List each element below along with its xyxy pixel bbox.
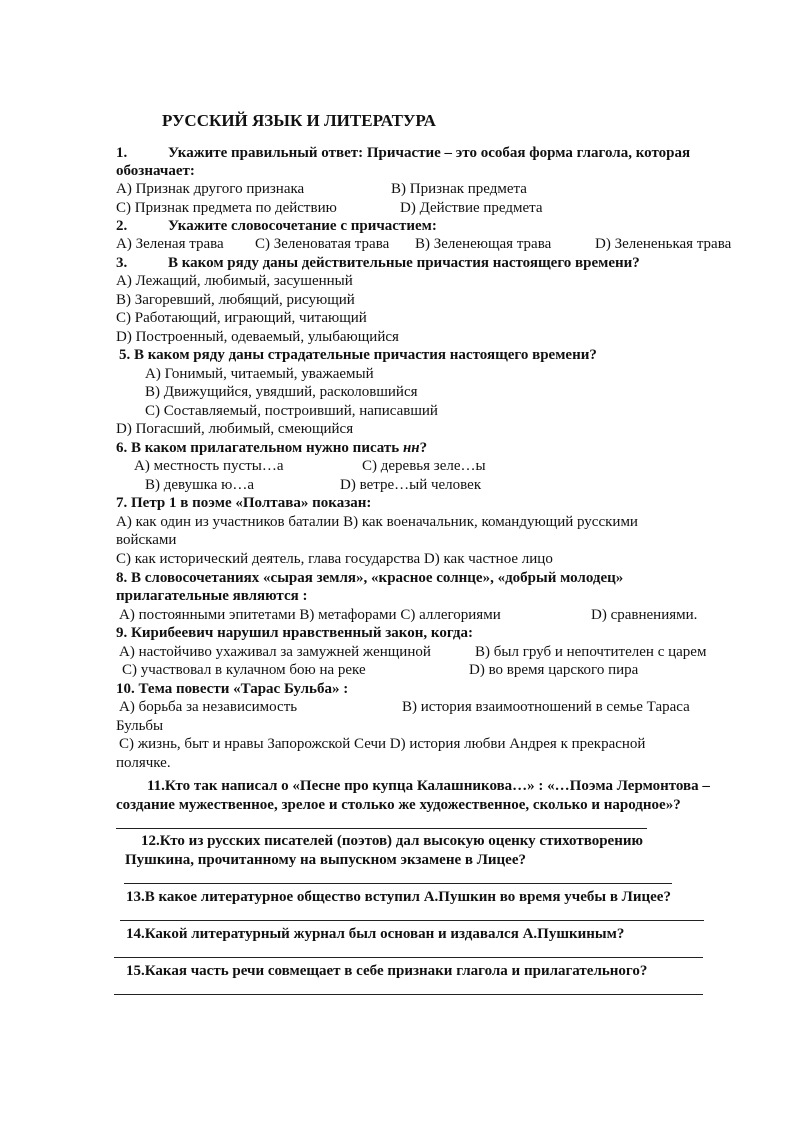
answer-option-b: В) Признак предмета	[391, 181, 527, 197]
question-number: 3.	[116, 255, 128, 271]
answer-line	[114, 957, 703, 958]
answer-option-a: А) Лежащий, любимый, засушенный	[116, 273, 353, 289]
answer-option-c: С) Работающий, играющий, читающий	[116, 310, 367, 326]
answer-option-d: D) Погасший, любимый, смеющийся	[116, 421, 354, 437]
question-14: 14.Какой литературный журнал был основан и издавался А.Пушкиным?	[126, 926, 625, 942]
answer-option-b-continuation: Бульбы	[116, 718, 164, 734]
question-8-continuation: прилагательные являются :	[116, 588, 308, 604]
answer-option-d: D) во время царского пира	[469, 662, 639, 678]
answer-option-a: А) Зеленая трава	[116, 236, 224, 252]
answer-option-c: С) деревья зеле…ы	[362, 458, 486, 474]
question-11-continuation: создание мужественное, зрелое и столько же художественное, сколько и народное»?	[116, 797, 681, 813]
question-10: 10. Тема повести «Тарас Бульба» :	[116, 681, 349, 697]
answer-options-cd: С) как исторический деятель, глава государства D) как частное лицо	[116, 551, 553, 567]
answer-option-a: А) Признак другого признака	[116, 181, 305, 197]
question-12-continuation: Пушкина, прочитанному на выпускном экзамене в Лицее?	[125, 852, 526, 868]
question-number: 2.	[116, 218, 128, 234]
question-number: 1.	[116, 145, 128, 161]
answer-option-d: D) сравнениями.	[591, 607, 698, 623]
answer-line	[124, 883, 672, 884]
question-emphasis: нн	[402, 440, 420, 456]
answer-line	[114, 994, 703, 995]
question-9: 9. Кирибеевич нарушил нравственный закон, когда:	[116, 625, 473, 641]
question-12: 12.Кто из русских писателей (поэтов) дал высокую оценку стихотворению	[141, 833, 643, 849]
question-text: 6. В каком прилагательном нужно писать	[116, 440, 403, 456]
question-1	[116, 144, 690, 162]
answer-options-cd-continuation: полячке.	[116, 755, 171, 771]
answer-option-b: В) Зеленеющая трава	[415, 236, 552, 252]
answer-line	[120, 920, 704, 921]
question-6	[116, 439, 427, 457]
answer-options-cd: С) жизнь, быт и нравы Запорожской Сечи D) история любви Андрея к прекрасной	[119, 736, 646, 752]
answer-option-b: В) был груб и непочтителен с царем	[475, 644, 707, 660]
answer-option-b: В) девушка ю…а	[145, 477, 254, 493]
question-2	[116, 217, 437, 235]
answer-option-d: D) Зелененькая трава	[595, 236, 732, 252]
answer-option-a: А) настойчиво ухаживал за замужней женщиной	[119, 644, 431, 660]
answer-option-d: D) Построенный, одеваемый, улыбающийся	[116, 329, 399, 345]
answer-option-a: А) Гонимый, читаемый, уважаемый	[145, 366, 374, 382]
question-text: Укажите правильный ответ: Причастие – это особая форма глагола, которая	[168, 145, 691, 161]
answer-option-c: С) участвовал в кулачном бою на реке	[122, 662, 366, 678]
answer-option-b: В) история взаимоотношений в семье Тараса	[402, 699, 690, 715]
answer-options-abc: А) постоянными эпитетами В) метафорами С) аллегориями	[119, 607, 501, 623]
question-7: 7. Петр 1 в поэме «Полтава» показан:	[116, 495, 372, 511]
answer-options-ab-continuation: войсками	[116, 532, 177, 548]
page-title: РУССКИЙ ЯЗЫК И ЛИТЕРАТУРА	[162, 111, 436, 130]
question-mark: ?	[419, 440, 428, 456]
question-3	[116, 254, 640, 272]
answer-option-d: D) ветре…ый человек	[340, 477, 482, 493]
question-text: Укажите словосочетание с причастием:	[168, 218, 437, 234]
answer-option-b: В) Загоревший, любящий, рисующий	[116, 292, 355, 308]
question-1-continuation: обозначает:	[116, 163, 195, 179]
answer-option-c: С) Составляемый, построивший, написавший	[145, 403, 438, 419]
answer-option-c: С) Признак предмета по действию	[116, 200, 337, 216]
question-13: 13.В какое литературное общество вступил А.Пушкин во время учебы в Лицее?	[126, 889, 671, 905]
answer-option-a: А) борьба за независимость	[119, 699, 298, 715]
question-8: 8. В словосочетаниях «сырая земля», «красное солнце», «добрый молодец»	[116, 570, 624, 586]
answer-option-a: А) местность пусты…а	[134, 458, 284, 474]
answer-option-d: D) Действие предмета	[400, 200, 543, 216]
question-15: 15.Какая часть речи совмещает в себе признаки глагола и прилагательного?	[126, 963, 648, 979]
answer-option-b: В) Движущийся, увядший, расколовшийся	[145, 384, 418, 400]
question-text: В каком ряду даны действительные причастия настоящего времени?	[168, 255, 640, 271]
question-5: 5. В каком ряду даны страдательные причастия настоящего времени?	[119, 347, 597, 363]
question-11: 11.Кто так написал о «Песне про купца Калашникова…» : «…Поэма Лермонтова –	[147, 778, 710, 794]
answer-options-ab: А) как один из участников баталии В) как военачальник, командующий русскими	[116, 514, 638, 530]
answer-line	[116, 828, 647, 829]
answer-option-c: С) Зеленоватая трава	[255, 236, 390, 252]
